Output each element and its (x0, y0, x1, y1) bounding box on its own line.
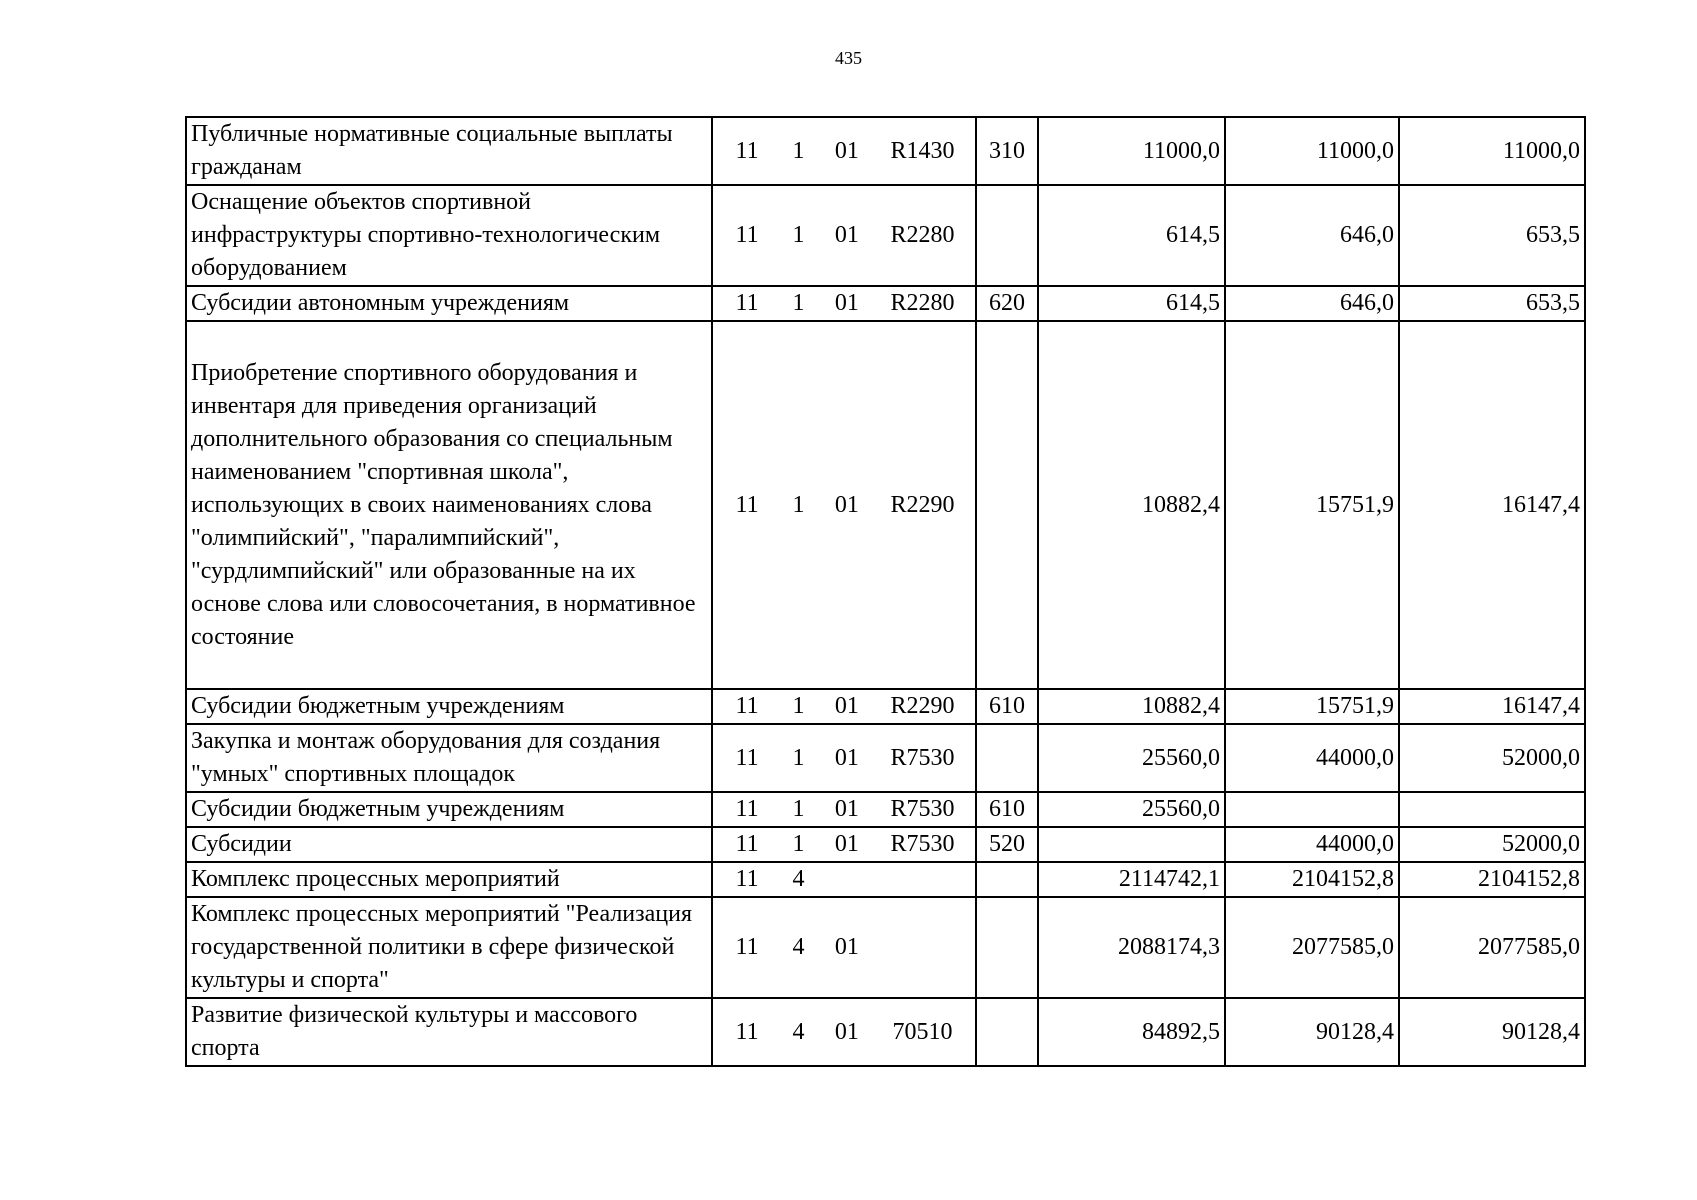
expense-type: 610 (976, 689, 1038, 724)
table-row (186, 862, 1585, 897)
code-direction: R2290 (890, 491, 955, 518)
code-subprogram: 01 (834, 222, 859, 248)
code-direction: R2280 (890, 222, 955, 248)
row-name: Субсидии бюджетным учреждениям (186, 792, 712, 827)
code-subprogram (820, 863, 874, 896)
code-cell (712, 862, 976, 897)
code-subprogram: 01 (834, 693, 859, 719)
value-year-2: 15751,9 (1225, 689, 1399, 724)
code-section: 11 (735, 831, 759, 857)
code-direction: 70510 (892, 1018, 953, 1045)
table-row (186, 897, 1585, 998)
value-year-1: 25560,0 (1038, 724, 1225, 792)
code-program: 1 (792, 796, 805, 822)
code-direction: R7530 (890, 744, 955, 771)
value-year-3: 52000,0 (1399, 827, 1585, 862)
expense-type: 620 (976, 286, 1038, 321)
code-program: 1 (792, 693, 805, 719)
table-row (186, 185, 1585, 286)
code-section: 11 (735, 290, 759, 316)
value-year-2: 646,0 (1225, 185, 1399, 286)
expense-type (976, 862, 1038, 897)
row-name: Субсидии (186, 827, 712, 862)
row-name: Субсидии бюджетным учреждениям (186, 689, 712, 724)
expense-type (976, 998, 1038, 1066)
code-program: 1 (792, 137, 805, 164)
value-year-3: 2077585,0 (1399, 897, 1585, 998)
code-direction (874, 863, 971, 896)
code-cell (712, 897, 976, 998)
row-name: Закупка и монтаж оборудования для создания "умных" спортивных площадок (186, 724, 712, 792)
row-name: Субсидии автономным учреждениям (186, 286, 712, 321)
value-year-1: 11000,0 (1038, 117, 1225, 185)
code-section: 11 (735, 693, 759, 719)
value-year-2: 11000,0 (1225, 117, 1399, 185)
value-year-3: 653,5 (1399, 185, 1585, 286)
expense-type (976, 321, 1038, 689)
value-year-1: 25560,0 (1038, 792, 1225, 827)
code-cell (712, 724, 976, 792)
value-year-3: 2104152,8 (1399, 862, 1585, 897)
code-section: 11 (735, 934, 759, 960)
code-program: 4 (792, 934, 805, 960)
code-section: 11 (735, 1018, 759, 1045)
code-cell (712, 827, 976, 862)
page-number: 435 (835, 48, 862, 68)
value-year-1: 2088174,3 (1038, 897, 1225, 998)
budget-table (185, 116, 1586, 1067)
code-section: 11 (735, 796, 759, 822)
code-cell (712, 117, 976, 185)
value-year-3: 52000,0 (1399, 724, 1585, 792)
value-year-3: 90128,4 (1399, 998, 1585, 1066)
expense-type: 520 (976, 827, 1038, 862)
value-year-3: 11000,0 (1399, 117, 1585, 185)
row-name: Комплекс процессных мероприятий "Реализация государственной политики в сфере физической культуры и спорта" (186, 897, 712, 998)
value-year-1: 10882,4 (1038, 321, 1225, 689)
row-name: Приобретение спортивного оборудования и инвентаря для приведения организаций дополнительного образования со специальным наименованием "спортивная школа", использующих в своих наименованиях слова "олимпийский", "паралимпийский", "сурдлимпийский" или образованные на их основе слова или словосочетания, в нормативное состояние (186, 321, 712, 689)
code-subprogram: 01 (834, 137, 859, 164)
value-year-2: 44000,0 (1225, 827, 1399, 862)
code-cell (712, 321, 976, 689)
table-row (186, 689, 1585, 724)
code-program: 1 (792, 491, 805, 518)
code-cell (712, 792, 976, 827)
table-row (186, 117, 1585, 185)
expense-type: 610 (976, 792, 1038, 827)
value-year-1: 10882,4 (1038, 689, 1225, 724)
value-year-1: 2114742,1 (1038, 862, 1225, 897)
table-row (186, 724, 1585, 792)
value-year-1: 614,5 (1038, 185, 1225, 286)
code-section: 11 (735, 491, 759, 518)
code-program: 1 (792, 290, 805, 316)
expense-type (976, 724, 1038, 792)
code-cell (712, 689, 976, 724)
code-subprogram: 01 (834, 796, 859, 822)
value-year-2: 646,0 (1225, 286, 1399, 321)
row-name: Комплекс процессных мероприятий (186, 862, 712, 897)
code-cell (712, 286, 976, 321)
code-direction: R2280 (890, 290, 955, 316)
code-subprogram: 01 (834, 744, 859, 771)
value-year-2: 2104152,8 (1225, 862, 1399, 897)
code-subprogram: 01 (834, 491, 859, 518)
code-section: 11 (735, 866, 759, 892)
table-row (186, 827, 1585, 862)
code-program: 4 (792, 1018, 805, 1045)
value-year-2: 15751,9 (1225, 321, 1399, 689)
row-name: Публичные нормативные социальные выплаты гражданам (186, 117, 712, 185)
expense-type (976, 897, 1038, 998)
table-row (186, 321, 1585, 689)
value-year-2 (1225, 792, 1399, 827)
value-year-1: 84892,5 (1038, 998, 1225, 1066)
code-section: 11 (735, 137, 759, 164)
code-subprogram: 01 (834, 290, 859, 316)
value-year-2: 90128,4 (1225, 998, 1399, 1066)
code-direction: R2290 (890, 693, 955, 719)
code-program: 4 (792, 866, 805, 892)
code-program: 1 (792, 744, 805, 771)
value-year-3 (1399, 792, 1585, 827)
code-direction: R7530 (890, 831, 955, 857)
code-direction: R7530 (890, 796, 955, 822)
table-row (186, 286, 1585, 321)
expense-type: 310 (976, 117, 1038, 185)
code-program: 1 (792, 222, 805, 248)
code-subprogram: 01 (834, 1018, 859, 1045)
code-cell (712, 998, 976, 1066)
row-name: Оснащение объектов спортивной инфраструктуры спортивно-технологическим оборудованием (186, 185, 712, 286)
value-year-3: 16147,4 (1399, 321, 1585, 689)
code-program: 1 (792, 831, 805, 857)
table-row (186, 792, 1585, 827)
value-year-3: 653,5 (1399, 286, 1585, 321)
table-row (186, 998, 1585, 1066)
code-section: 11 (735, 222, 759, 248)
value-year-3: 16147,4 (1399, 689, 1585, 724)
value-year-2: 44000,0 (1225, 724, 1399, 792)
row-name: Развитие физической культуры и массового спорта (186, 998, 712, 1066)
value-year-2: 2077585,0 (1225, 897, 1399, 998)
code-subprogram: 01 (834, 934, 859, 960)
code-subprogram: 01 (834, 831, 859, 857)
code-section: 11 (735, 744, 759, 771)
code-cell (712, 185, 976, 286)
value-year-1: 614,5 (1038, 286, 1225, 321)
expense-type (976, 185, 1038, 286)
code-direction: R1430 (890, 137, 955, 164)
code-direction (874, 931, 971, 964)
value-year-1 (1038, 827, 1225, 862)
